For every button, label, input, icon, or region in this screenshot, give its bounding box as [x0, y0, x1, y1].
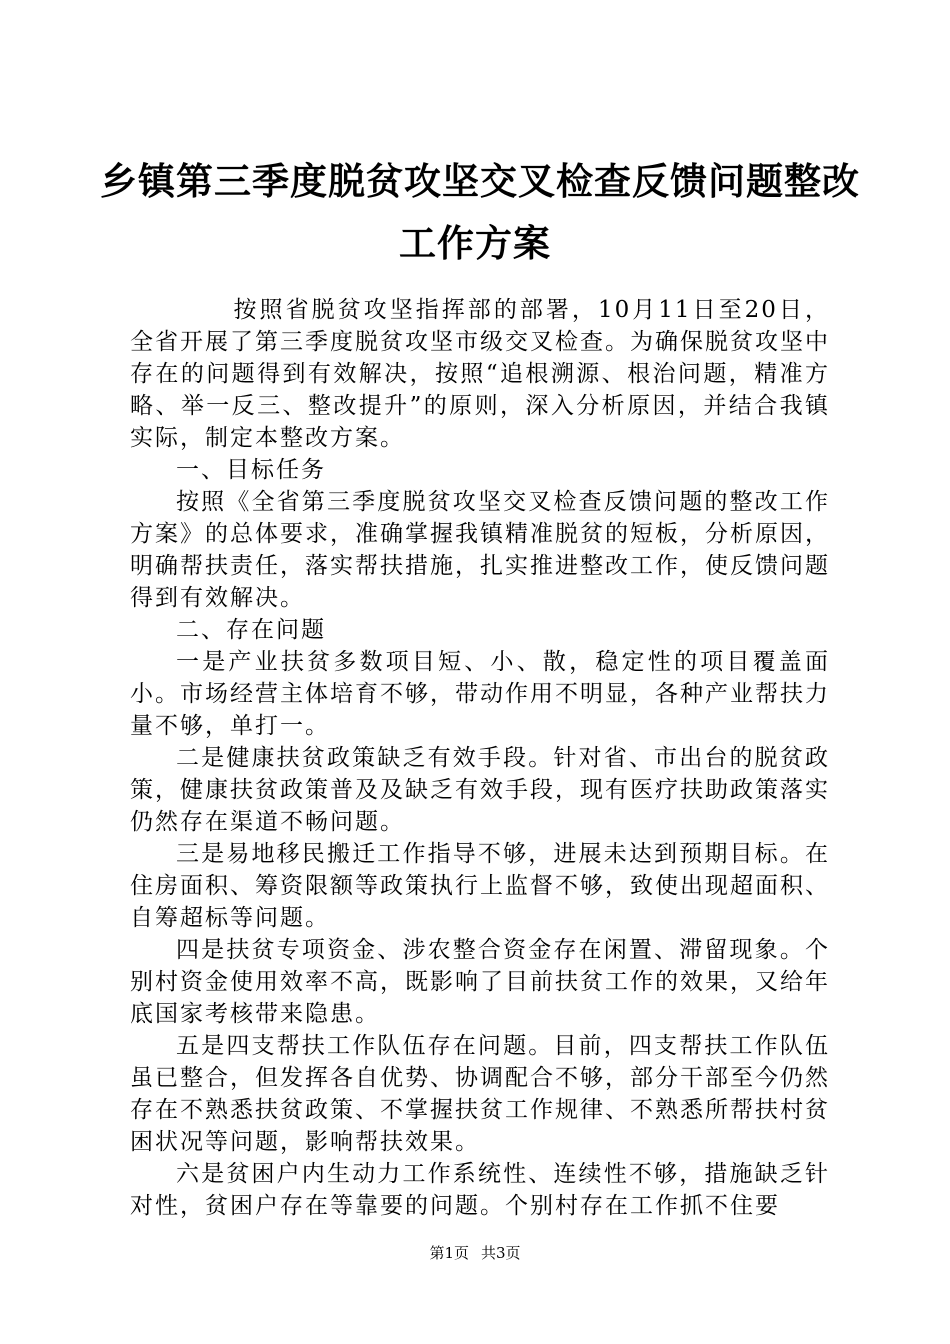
document-title-line-2: 工作方案: [399, 221, 551, 265]
page-total: 共3页: [481, 1244, 521, 1262]
section-heading-problems: 二、存在问题: [176, 617, 326, 643]
document-body: [130, 294, 830, 1222]
intro-paragraph: 按照省脱贫攻坚指挥部的部署，10月11日至20日，全省开展了第三季度脱贫攻坚市级交叉检查。为确保脱贫攻坚中存在的问题得到有效解决，按照“追根溯源、根治问题，精准方略、举一反三、整改提升”的原则，深入分析原因，并结合我镇实际，制定本整改方案。: [130, 297, 830, 451]
problem-paragraph-6: 六是贫困户内生动力工作系统性、连续性不够，措施缺乏针对性，贫困户存在等靠要的问题。个别村存在工作抓不住要: [130, 1161, 830, 1219]
problem-paragraph-1: 一是产业扶贫多数项目短、小、散，稳定性的项目覆盖面小。市场经营主体培育不够，带动作用不明显，各种产业帮扶力量不够，单打一。: [130, 649, 830, 739]
problem-paragraph-2: 二是健康扶贫政策缺乏有效手段。针对省、市出台的脱贫政策，健康扶贫政策普及及缺乏有效手段，现有医疗扶助政策落实仍然存在渠道不畅问题。: [130, 745, 830, 835]
problem-paragraph-3: 三是易地移民搬迁工作指导不够，进展未达到预期目标。在住房面积、筹资限额等政策执行上监督不够，致使出现超面积、自筹超标等问题。: [130, 841, 830, 931]
goals-paragraph: 按照《全省第三季度脱贫攻坚交叉检查反馈问题的整改工作方案》的总体要求，准确掌握我镇精准脱贫的短板，分析原因，明确帮扶责任，落实帮扶措施，扎实推进整改工作，使反馈问题得到有效解决。: [130, 489, 830, 611]
document-title-line-1: 乡镇第三季度脱贫攻坚交叉检查反馈问题整改: [100, 159, 860, 203]
problem-paragraph-4: 四是扶贫专项资金、涉农整合资金存在闲置、滞留现象。个别村资金使用效率不高，既影响了目前扶贫工作的效果，又给年底国家考核带来隐患。: [130, 937, 830, 1027]
problem-paragraph-5: 五是四支帮扶工作队伍存在问题。目前，四支帮扶工作队伍虽已整合，但发挥各自优势、协调配合不够，部分干部至今仍然存在不熟悉扶贫政策、不掌握扶贫工作规律、不熟悉所帮扶村贫困状况等问题，影响帮扶效果。: [130, 1033, 830, 1155]
section-heading-goals: 一、目标任务: [176, 457, 326, 483]
page-number: 第1页: [429, 1244, 469, 1262]
page-footer: [0, 1243, 950, 1263]
